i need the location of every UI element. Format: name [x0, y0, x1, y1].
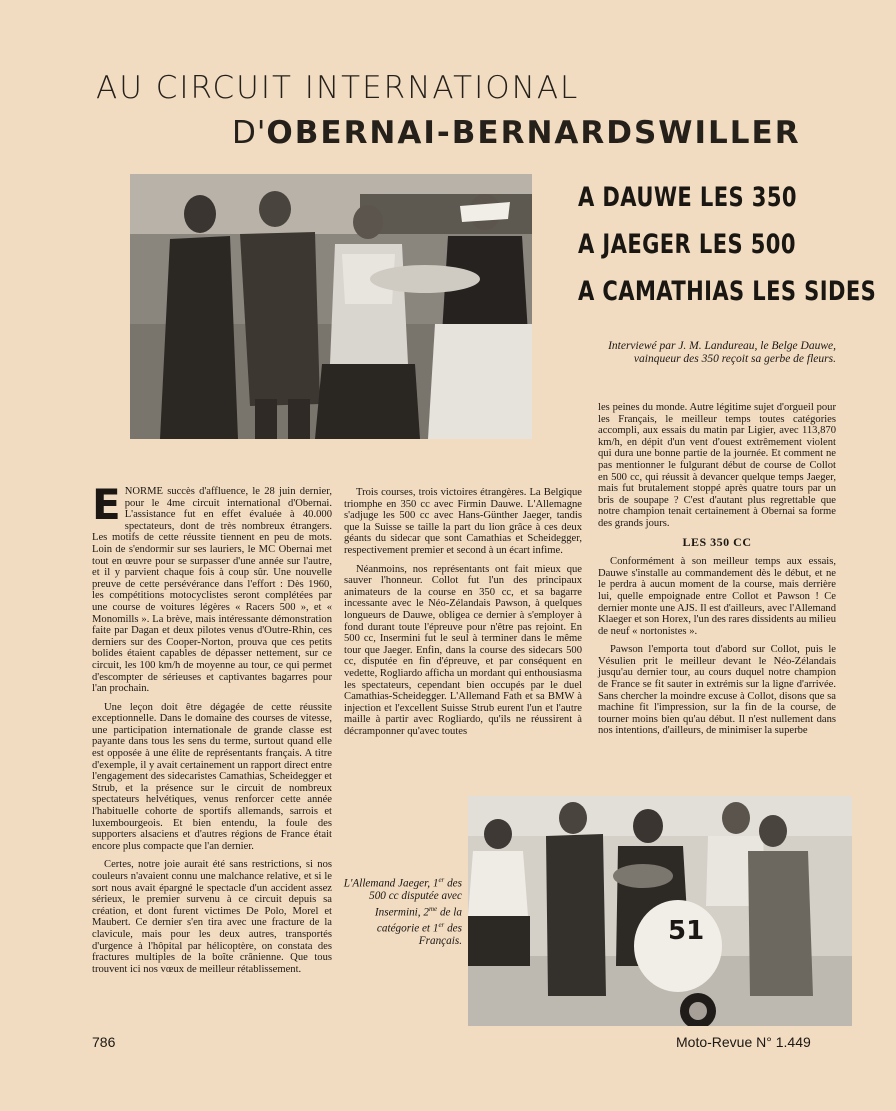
photo-interview-dauwe [130, 174, 532, 439]
column-3-paragraph-3: Pawson l'emporta tout d'abord sur Collot, puis le Vésulien prit le meilleur devant le Néo-Zélandais jusqu'au dernier tour, au cours duquel notre champion de France se fit sauter in extrémis sur la ligne d'arrivée. Sans chercher la moindre excuse à Collot, disons que sa machine fit l'impression, sur la fin de la course, de tourner moins bien qu'au début. Il n'est nullement dans nos intentions, d'ailleurs, de minimiser la superbe [598, 644, 836, 737]
title-line-2 [232, 115, 801, 151]
title-line-1: AU CIRCUIT INTERNATIONAL [96, 70, 580, 106]
caption-bottom-text-2: des 500 cc disputée avec Insermini, 2 [369, 877, 462, 919]
caption-bottom-text-1: L'Allemand Jaeger, 1 [343, 877, 439, 890]
race-number: 51 [668, 916, 705, 946]
drop-cap: E [92, 480, 121, 529]
column-3-paragraph-1: les peines du monde. Autre légitime sujet d'orgueil pour les Français, le meilleur temps toutes catégories accompli, aux essais du matin par Ligier, avec 113,870 km/h, en dépit d'un vent d'ouest extrêmement violent qui dura une bonne partie de la journée. Et comment ne pas mentionner le fulgurant début de course de Collot en 500 cc, qui réussit à devancer quelque temps Jaeger, mais fut brutalement stoppé après quatre tours par un bris de soupape ? C'est d'autant plus regrettable que notre champion tenait certainement à Obernai sa forme des grands jours. [598, 402, 836, 529]
headline-350: A DAUWE LES 350 [578, 182, 797, 213]
column-1-paragraph-1-text: NORME succès d'affluence, le 28 juin dernier, pour le 4me circuit international d'Obernai. L'assistance fut en effet évaluée à 40.000 spectateurs, dont de très nombreux étrangers. Les motifs de cette réussite tiennent en peu de mots. Loin de s'endormir sur ses lauriers, le MC Obernai met tout en œuvre pour se surpasser d'une année sur l'autre, et il y parvient chaque fois à coup sûr. Une nouvelle preuve de cette persévérance dans l'effort : Dès 1960, les compétitions motocyclistes seront complétées par une course de voitures légères « Racers 500 », et « Monomills ». La brève, mais intéressante démonstration faite par Dagan et deux pilotes venus d'Outre-Rhin, ces derniers sur des Cooper-Norton, prouva que ces petits bolides étaient capables de dépasser nettement, sur ce circuit, les 100 km/h de moyenne au tour, ce qui permet d'escompter de sérieuses et captivantes bagarres pour l'an prochain. [92, 486, 332, 695]
column-1-paragraph-2: Une leçon doit être dégagée de cette réussite exceptionnelle. Dans le domaine des courses de vitesse, une participation internationale de grande classe est payante dans tous les sens du terme, surtout quand elle est opposée à une élite de représentants français. A titre d'exemple, il y avait certainement un rapport direct entre l'engagement des sidecaristes Camathias, Scheidegger et Strub, et la présence sur le circuit de nombreux spectateurs helvétiques, venus renforcer cette année l'habituelle cohorte de sportifs allemands, sarrois et luxembourgeois. Et bien entendu, la foule des supporters alsaciens et d'autres régions de France était encore plus compacte que l'an dernier. [92, 701, 332, 852]
caption-bottom-photo [338, 874, 462, 948]
headline-sides: A CAMATHIAS LES SIDES [578, 276, 877, 307]
photo-jaeger [468, 796, 852, 1026]
title-line-2-prefix: D' [232, 115, 267, 151]
title-line-2-name: OBERNAI-BERNARDSWILLER [266, 115, 801, 151]
article-column-3 [598, 402, 836, 744]
caption-bottom-sup-3: er [438, 920, 445, 929]
caption-top-photo: Interviewé par J. M. Landureau, le Belge Dauwe, vainqueur des 350 reçoit sa gerbe de fleurs. [608, 340, 836, 365]
photo-interview-dauwe-image [130, 174, 532, 439]
caption-bottom-text-3: de la catégorie et 1 [376, 906, 462, 935]
column-2-paragraph-2: Néanmoins, nos représentants ont fait mieux que sauver l'honneur. Collot fut l'un des principaux animateurs de la course en 350 cc, et sa bagarre incessante avec le Néo-Zélandais Pawson, à quelques longueurs de Dauwe, obligea ce dernier à s'employer à fond durant toute l'épreuve pour n'être pas rejoint. En 500 cc, Insermini fut le seul à terminer dans le même tour que Jaeger. Enfin, dans la course des sidecars 500 cc, disputée en fin d'épreuve, et par conséquent en vedette, Rogliardo afficha un mordant qui enthousiasma les spectateurs, cependant bien occupés par le duel Camathias-Scheidegger. L'Allemand Fath et sa BMW à injection et l'excellent Suisse Strub eurent l'un et l'autre maille à partir avec Rogliardo, qu'ils ne réussirent à décramponner qu'avec toutes [344, 563, 582, 737]
article-column-1 [92, 480, 332, 982]
article-column-2 [344, 487, 582, 744]
magazine-issue: Moto-Revue N° 1.449 [676, 1034, 811, 1050]
caption-bottom-sup-1: er [438, 876, 445, 884]
caption-bottom-text-4: des Français. [418, 922, 462, 948]
column-1-paragraph-3: Certes, notre joie aurait été sans restrictions, si nos couleurs n'avaient connu une malchance relative, et si le sort nous avait épargné le spectacle d'un accident assez sérieux, le premier survenu à ce circuit depuis sa création, et dont furent victimes De Polo, Morel et Maubert. Ce dernier s'en tira avec une fracture de la clavicule, mais pour les deux autres, transportés d'urgence à l'hôpital par hélicoptère, on constata des fractures multiples de la boîte crânienne. Que tous trouvent ici nos vœux de meilleur rétablissement. [92, 859, 332, 975]
column-3-paragraph-2: Conformément à son meilleur temps aux essais, Dauwe s'installe au commandement dès le début, et ne le perdra à aucun moment de la course, mais derrière lui, quelle empoignade entre Collot et Pawson ! Ce dernier monte une AJS. Il est d'ailleurs, avec l'Allemand Klaeger et son Horex, l'un des rares dissidents au milieu de neuf « nortonistes ». [598, 556, 836, 637]
headline-500: A JAEGER LES 500 [578, 229, 796, 260]
column-2-paragraph-1: Trois courses, trois victoires étrangères. La Belgique triomphe en 350 cc avec Firmin Dauwe. L'Allemagne s'adjuge les 500 cc avec Hans-Günther Jaeger, tandis que la Suisse se taille la part du lion grâce à ces deux géants du sidecar que sont Camathias et Scheidegger, respectivement premier et second à un écart infime. [344, 487, 582, 556]
column-1-paragraph-1 [92, 480, 332, 695]
caption-bottom-sup-2: me [428, 904, 438, 913]
page-number: 786 [92, 1034, 116, 1050]
photo-jaeger-image [468, 796, 852, 1026]
subhead-350cc: LES 350 CC [682, 534, 752, 549]
